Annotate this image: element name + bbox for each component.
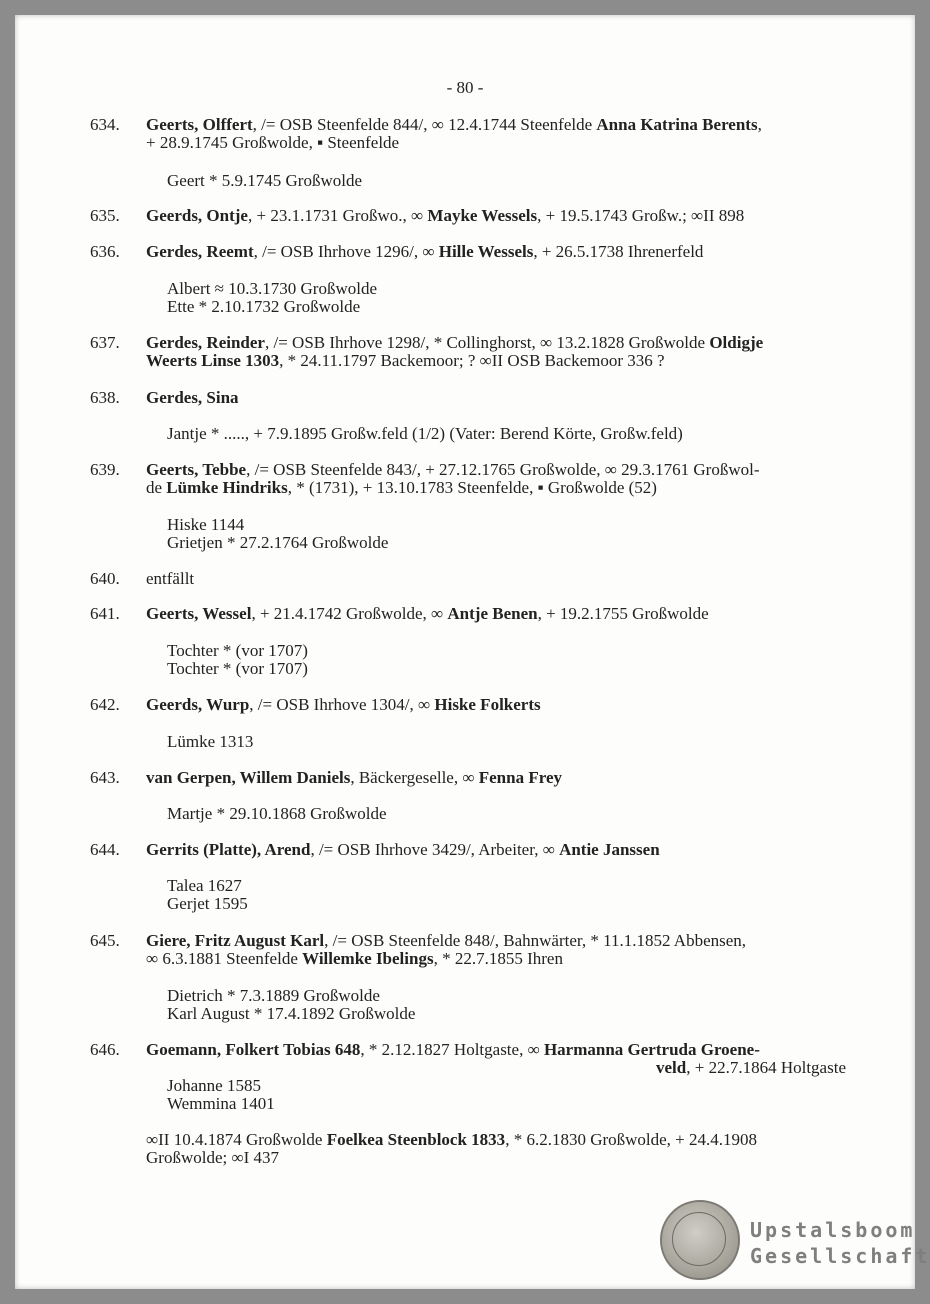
entry-head: Geerts, Wessel, + 21.4.1742 Großwolde, ∞ Antje Benen, + 19.2.1755 Großwolde [146,604,709,623]
brand-line-2: Gesellschaft [750,1244,930,1268]
entry-head: Geerts, Tebbe, /= OSB Steenfelde 843/, + 27.12.1765 Großwolde, ∞ 29.3.1761 Großwol- de Lümke Hindriks, * (1731), + 13.10.1783 Steenfelde, ▪ Großwolde (52) [146,460,760,497]
child-list: Lümke 1313 [167,732,254,751]
page-number: - 80 - [446,78,484,97]
child-list: Talea 1627 Gerjet 1595 [167,876,248,913]
entry-number: 637. [90,333,120,352]
child-list: Hiske 1144 Grietjen * 27.2.1764 Großwolde [167,515,389,552]
entry-head: Geerds, Wurp, /= OSB Ihrhove 1304/, ∞ Hiske Folkerts [146,695,541,714]
entry-head: Gerdes, Sina [146,388,239,407]
entry-number: 646. [90,1040,120,1059]
society-seal-logo [660,1200,740,1280]
entry-head: Goemann, Folkert Tobias 648, * 2.12.1827 Holtgaste, ∞ Harmanna Gertruda Groene- veld, + 22.7.1864 Holtgaste [146,1040,846,1077]
child-list: Jantje * ....., + 7.9.1895 Großw.feld (1/2) (Vater: Berend Körte, Großw.feld) [167,424,683,443]
entry-head: Geerds, Ontje, + 23.1.1731 Großwo., ∞ Mayke Wessels, + 19.5.1743 Großw.; ∞II 898 [146,206,745,225]
entry-head: Gerrits (Platte), Arend, /= OSB Ihrhove 3429/, Arbeiter, ∞ Antie Janssen [146,840,660,859]
entry-head: van Gerpen, Willem Daniels, Bäckergeselle, ∞ Fenna Frey [146,768,562,787]
note-text: ∞II 10.4.1874 Großwolde Foelkea Steenblock 1833, * 6.2.1830 Großwolde, + 24.4.1908 Großwolde; ∞I 437 [146,1130,758,1167]
child-list: Johanne 1585 Wemmina 1401 [167,1076,275,1113]
child-list: Dietrich * 7.3.1889 Großwolde Karl August * 17.4.1892 Großwolde [167,986,416,1023]
entry-number: 642. [90,695,120,714]
entry-number: 641. [90,604,120,623]
child-list: Tochter * (vor 1707) Tochter * (vor 1707) [167,641,308,678]
entry-head: entfällt [146,569,195,588]
entry-number: 639. [90,460,120,479]
entry-number: 634. [90,115,120,134]
child-list: Geert * 5.9.1745 Großwolde [167,171,362,190]
entry-number: 638. [90,388,120,407]
entry-number: 636. [90,242,120,261]
entry-number: 640. [90,569,120,588]
entry-number: 645. [90,931,120,950]
entry-head: Geerts, Olffert, /= OSB Steenfelde 844/, ∞ 12.4.1744 Steenfelde Anna Katrina Berents, + 28.9.1745 Großwolde, ▪ Steenfelde [146,115,762,152]
entry-head: Giere, Fritz August Karl, /= OSB Steenfelde 848/, Bahnwärter, * 11.1.1852 Abbensen, ∞ 6.3.1881 Steenfelde Willemke Ibelings, * 22.7.1855 Ihren [146,931,747,968]
brand-line-1: Upstalsboom [750,1218,916,1242]
child-list: Albert ≈ 10.3.1730 Großwolde Ette * 2.10.1732 Großwolde [167,279,377,316]
entry-number: 644. [90,840,120,859]
entry-head: Gerdes, Reemt, /= OSB Ihrhove 1296/, ∞ Hille Wessels, + 26.5.1738 Ihrenerfeld [146,242,704,261]
child-list: Martje * 29.10.1868 Großwolde [167,804,387,823]
entry-number: 643. [90,768,120,787]
entry-number: 635. [90,206,120,225]
entry-head: Gerdes, Reinder, /= OSB Ihrhove 1298/, * Collinghorst, ∞ 13.2.1828 Großwolde Oldigje Weerts Linse 1303, * 24.11.1797 Backemoor; ? ∞II OSB Backemoor 336 ? [146,333,764,370]
